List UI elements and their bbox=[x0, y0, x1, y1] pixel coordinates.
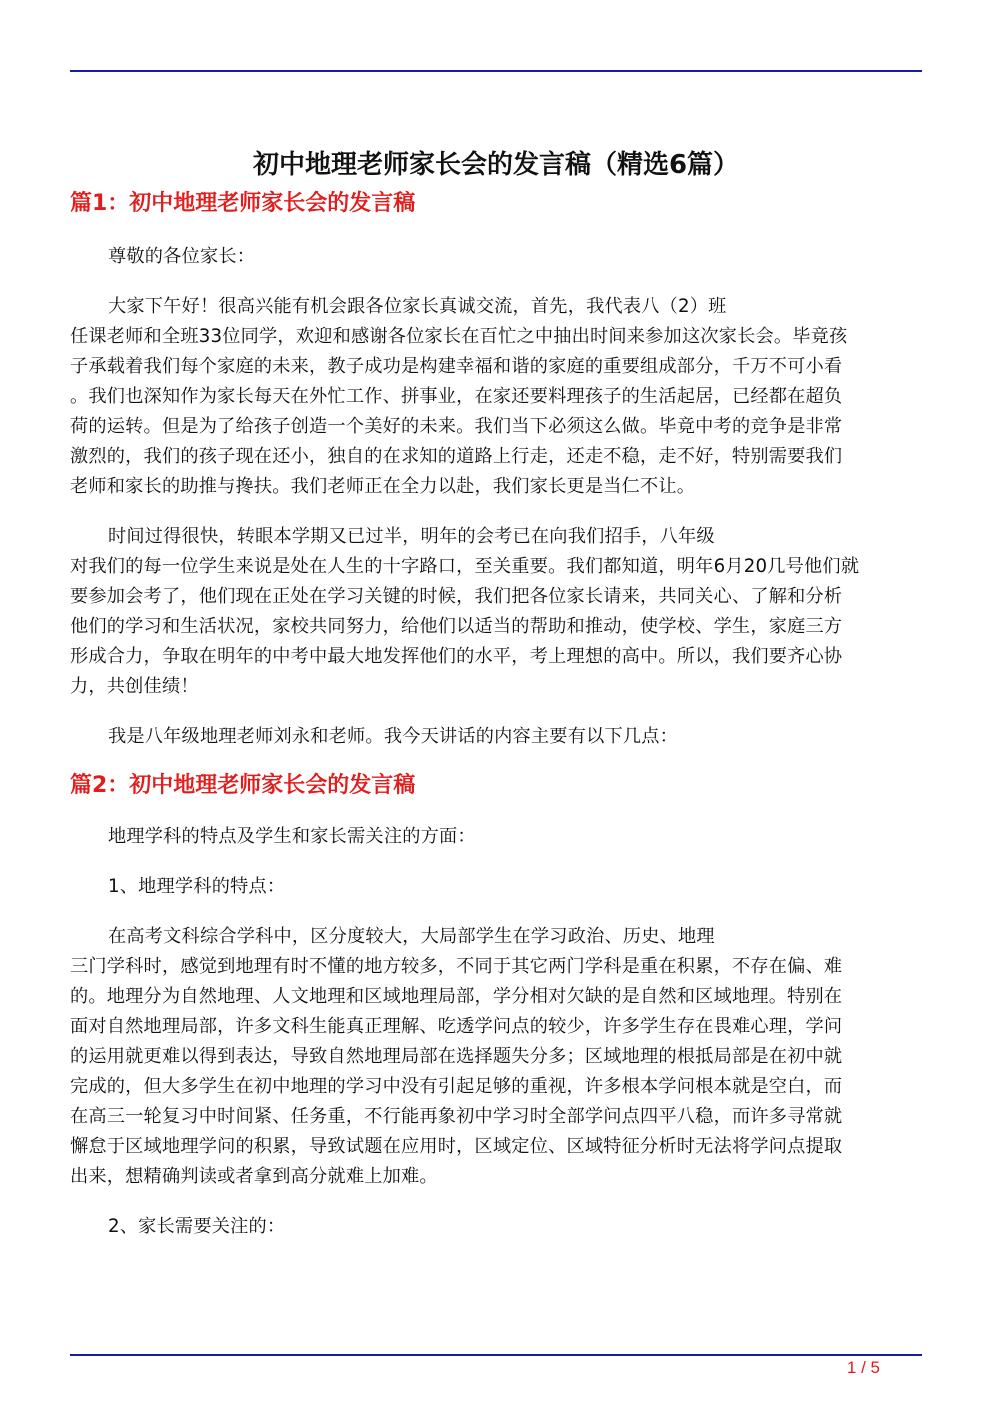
paragraph-time bbox=[70, 522, 922, 702]
paragraph-subject-overview bbox=[70, 822, 922, 852]
paragraph-line: 要参加会考了，他们现在正处在学习关键的时候，我们把各位家长请来，共同关心、了解和分析 bbox=[70, 586, 843, 607]
paragraph-line: 子承载着我们每个家庭的未来，教子成功是构建幸福和谐的家庭的重要组成部分，千万不可小看 bbox=[70, 356, 843, 377]
paragraph-intro bbox=[70, 292, 922, 502]
paragraph-line: 1、地理学科的特点： bbox=[108, 876, 286, 897]
section-heading-1: 篇1：初中地理老师家长会的发言稿 bbox=[70, 191, 416, 216]
paragraph-line: 大家下午好！很高兴能有机会跟各位家长真诚交流，首先，我代表八（2）班 bbox=[108, 296, 727, 317]
document-body bbox=[70, 188, 922, 1242]
paragraph-point-2 bbox=[70, 1212, 922, 1242]
paragraph-greeting bbox=[70, 242, 922, 272]
paragraph-line: 地理学科的特点及学生和家长需关注的方面： bbox=[108, 826, 476, 847]
paragraph-line: 。我们也深知作为家长每天在外忙工作、拼事业，在家还要料理孩子的生活起居，已经都在超负 bbox=[70, 386, 843, 407]
paragraph-line: 对我们的每一位学生来说是处在人生的十字路口，至关重要。我们都知道，明年6月20几号他们就 bbox=[70, 556, 860, 577]
paragraph-line: 形成合力，争取在明年的中考中最大地发挥他们的水平，考上理想的高中。所以，我们要齐心协 bbox=[70, 646, 843, 667]
header-rule bbox=[70, 70, 922, 72]
paragraph-line: 力，共创佳绩！ bbox=[70, 676, 199, 697]
paragraph-line: 的。地理分为自然地理、人文地理和区域地理局部，学分相对欠缺的是自然和区域地理。特别在 bbox=[70, 986, 843, 1007]
paragraph-line: 荷的运转。但是为了给孩子创造一个美好的未来。我们当下必须这么做。毕竟中考的竞争是非常 bbox=[70, 416, 843, 437]
paragraph-line: 三门学科时，感觉到地理有时不懂的地方较多，不同于其它两门学科是重在积累，不存在偏、难 bbox=[70, 956, 843, 977]
paragraph-line: 完成的，但大多学生在初中地理的学习中没有引起足够的重视，许多根本学问根本就是空白，而 bbox=[70, 1076, 843, 1097]
page-indicator: 1 / 5 bbox=[846, 1358, 880, 1377]
paragraph-subject-features bbox=[70, 922, 922, 1192]
paragraph-line: 他们的学习和生活状况，家校共同努力，给他们以适当的帮助和推动，使学校、学生，家庭三方 bbox=[70, 616, 843, 637]
paragraph-line: 面对自然地理局部，许多文科生能真正理解、吃透学问点的较少，许多学生存在畏难心理，学问 bbox=[70, 1016, 843, 1037]
paragraph-line: 时间过得很快，转眼本学期又已过半，明年的会考已在向我们招手，八年级 bbox=[108, 526, 715, 547]
paragraph-line: 尊敬的各位家长： bbox=[108, 246, 256, 267]
section-heading-2: 篇2：初中地理老师家长会的发言稿 bbox=[70, 773, 416, 798]
document-title: 初中地理老师家长会的发言稿（精选6篇） bbox=[252, 150, 740, 181]
paragraph-line: 懈怠于区域地理学问的积累，导致试题在应用时，区域定位、区域特征分析时无法将学问点提取 bbox=[70, 1136, 843, 1157]
paragraph-line: 出来，想精确判读或者拿到高分就难上加难。 bbox=[70, 1166, 438, 1187]
paragraph-line: 在高考文科综合学科中，区分度较大，大局部学生在学习政治、历史、地理 bbox=[108, 926, 715, 947]
paragraph-point-1 bbox=[70, 872, 922, 902]
paragraph-line: 在高三一轮复习中时间紧、任务重，不行能再象初中学习时全部学问点四平八稳，而许多寻常就 bbox=[70, 1106, 843, 1127]
paragraph-line: 2、家长需要关注的： bbox=[108, 1216, 286, 1237]
paragraph-line: 任课老师和全班33位同学，欢迎和感谢各位家长在百忙之中抽出时间来参加这次家长会。毕竟孩 bbox=[70, 326, 848, 347]
footer-rule bbox=[70, 1354, 922, 1356]
paragraph-line: 激烈的，我们的孩子现在还小，独自的在求知的道路上行走，还走不稳，走不好，特别需要我们 bbox=[70, 446, 843, 467]
paragraph-line: 我是八年级地理老师刘永和老师。我今天讲话的内容主要有以下几点： bbox=[108, 726, 679, 747]
paragraph-line: 的运用就更难以得到表达，导致自然地理局部在选择题失分多；区域地理的根抵局部是在初中就 bbox=[70, 1046, 843, 1067]
paragraph-self-intro bbox=[70, 722, 922, 752]
paragraph-line: 老师和家长的助推与搀扶。我们老师正在全力以赴，我们家长更是当仁不让。 bbox=[70, 476, 696, 497]
